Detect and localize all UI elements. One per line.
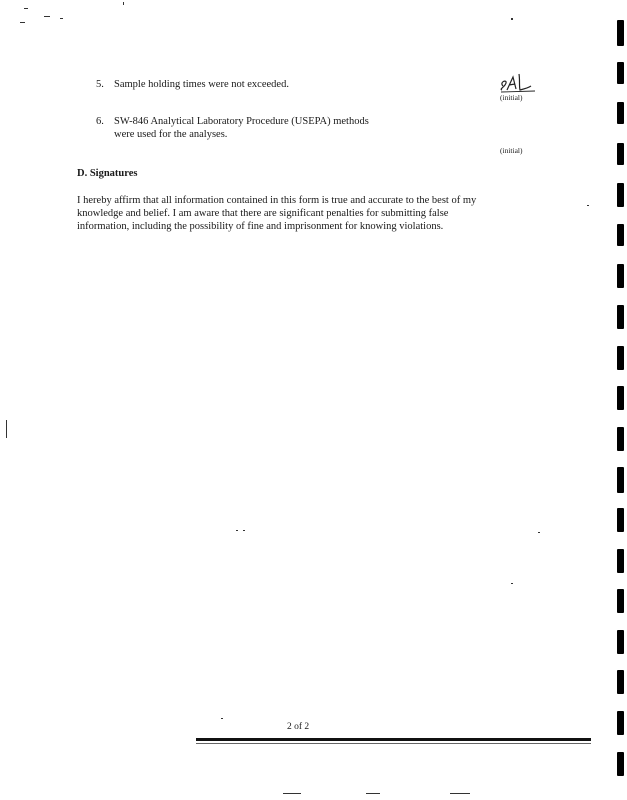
binding-mark: [617, 711, 624, 735]
scan-speck: [538, 532, 540, 533]
scan-speck: [366, 793, 380, 794]
binding-mark: [617, 386, 624, 410]
binding-mark: [617, 183, 624, 207]
initial-label: (initial): [500, 146, 523, 155]
binding-mark: [617, 346, 624, 370]
binding-mark: [617, 305, 624, 329]
scan-speck: [450, 793, 470, 794]
scan-speck: [221, 718, 223, 719]
binding-mark: [617, 427, 624, 451]
section-heading: D. Signatures: [77, 168, 138, 179]
binding-mark: [617, 20, 624, 46]
scan-speck: [123, 2, 124, 5]
binding-mark: [617, 508, 624, 532]
binding-mark: [617, 549, 624, 573]
affirmation-line: information, including the possibility of fine and imprisonment for knowing violations.: [77, 221, 444, 232]
item-number: 6.: [96, 116, 104, 127]
scan-speck: [511, 18, 513, 20]
affirmation-paragraph: [77, 194, 527, 233]
binding-mark: [617, 264, 624, 288]
scan-speck: [6, 420, 7, 438]
scan-speck: [243, 530, 245, 531]
page-number: 2 of 2: [287, 722, 310, 732]
affirmation-line: I hereby affirm that all information contained in this form is true and accurate to the best of my: [77, 195, 477, 206]
affirmation-line: knowledge and belief. I am aware that there are significant penalties for submitting false: [77, 208, 449, 219]
binding-mark: [617, 589, 624, 613]
item-text-line-2: were used for the analyses.: [114, 129, 228, 140]
scan-speck: [44, 16, 50, 17]
binding-mark: [617, 630, 624, 654]
scan-speck: [24, 8, 28, 9]
binding-mark: [617, 670, 624, 694]
item-text: Sample holding times were not exceeded.: [114, 79, 289, 90]
binding-mark: [617, 752, 624, 776]
scan-speck: [236, 530, 238, 531]
scan-speck: [20, 22, 25, 23]
footer-divider-thin: [196, 743, 591, 744]
scan-speck: [283, 793, 301, 794]
scan-speck: [511, 583, 513, 584]
footer-divider: [196, 738, 591, 741]
binding-mark: [617, 143, 624, 165]
binding-mark: [617, 224, 624, 246]
item-text-line-1: SW-846 Analytical Laboratory Procedure (USEPA) methods: [114, 116, 369, 127]
item-number: 5.: [96, 79, 104, 90]
initial-label: (initial): [500, 93, 523, 102]
scan-speck: [587, 205, 589, 206]
binding-mark: [617, 102, 624, 124]
binding-mark: [617, 62, 624, 84]
binding-mark: [617, 467, 624, 493]
scan-speck: [60, 18, 63, 19]
